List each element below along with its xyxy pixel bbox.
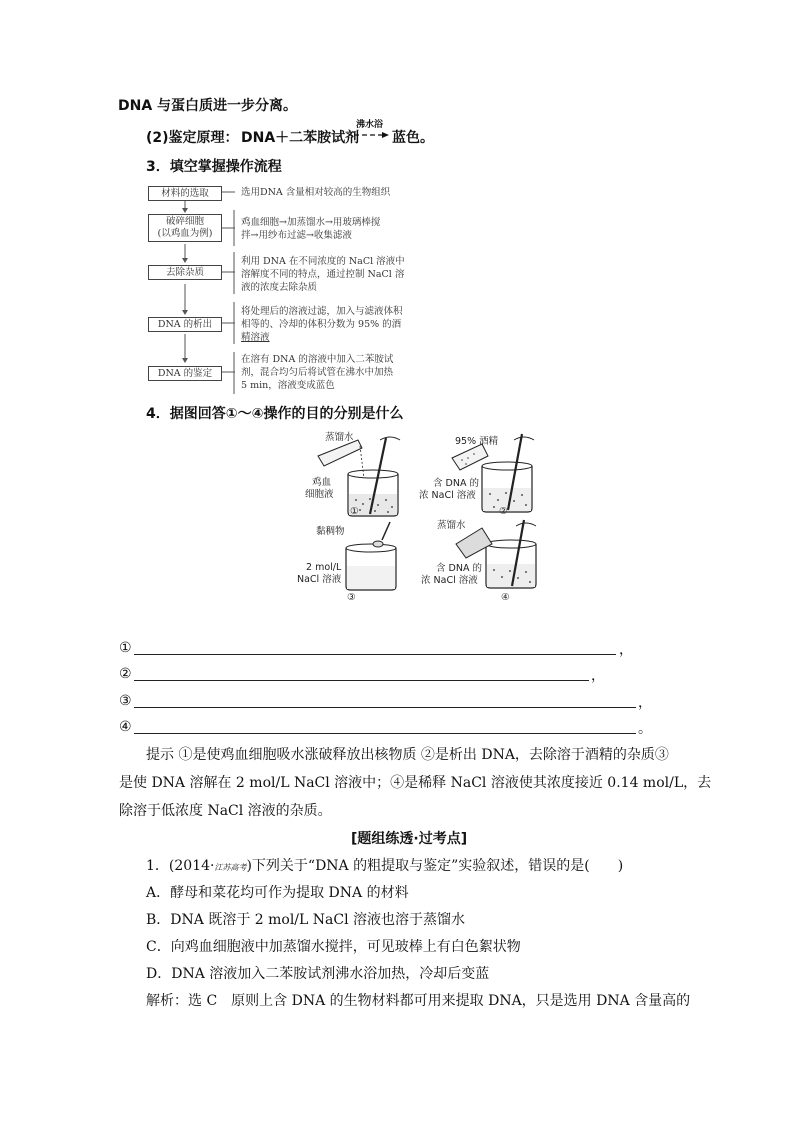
practice-heading: [题组练透·过考点] <box>351 831 468 847</box>
flow-box-dna-identification <box>148 366 222 381</box>
question-year: (2014· <box>168 858 215 874</box>
section4-title: 4．据图回答①～④操作的目的分别是什么 <box>146 406 404 422</box>
fig4-number: ④ <box>501 592 510 603</box>
analysis-text: 解析：选 C 原则上含 DNA 的生物材料都可用来提取 DNA，只是选用 DNA 含量高的 <box>146 993 691 1009</box>
answer-blank-1[interactable] <box>134 654 616 655</box>
answer-blank-2[interactable] <box>134 680 589 681</box>
flow-box-label: DNA 的鉴定 <box>157 367 213 379</box>
fig2-side-label-1: 含 DNA 的 <box>433 478 479 489</box>
blank-end-3: ， <box>638 695 652 711</box>
fig2-number: ② <box>499 506 508 517</box>
flow-box-label: DNA 的析出 <box>157 318 213 330</box>
flow-box-break-cells <box>148 214 222 242</box>
fig4-top-label: 蒸馏水 <box>437 520 466 531</box>
fig4-side-label-2: 浓 NaCl 溶液 <box>421 575 478 586</box>
flow-desc-line: 精溶液 <box>241 332 270 343</box>
fig1-number: ① <box>350 506 359 517</box>
flow-desc-line: 拌→用纱布过滤→收集滤液 <box>241 230 352 241</box>
flow-box-remove-impurities <box>148 265 222 280</box>
flow-brackets <box>232 186 238 396</box>
flow-desc-material <box>241 186 390 199</box>
flow-box-label: 破碎细胞 <box>165 216 204 227</box>
fig1-top-label: 蒸馏水 <box>325 432 354 443</box>
flow-desc-line: 鸡血细胞→加蒸馏水→用玻璃棒搅 <box>241 217 381 228</box>
principle-condition: 沸水浴 <box>356 120 384 130</box>
blank-end-1: ， <box>619 642 633 658</box>
flow-desc-line: 溶解度不同的特点，通过控制 NaCl 溶 <box>241 269 405 280</box>
fig1-side-label-1: 鸡血 <box>312 477 332 488</box>
flow-box-material <box>148 186 222 201</box>
fig3-side-label-2: NaCl 溶液 <box>297 574 342 585</box>
flow-desc-remove-impurities <box>241 255 405 294</box>
blank-label-3: ③ <box>119 693 132 709</box>
answer-blank-3[interactable] <box>134 707 636 708</box>
fig2-top-label: 95% 酒精 <box>455 436 499 447</box>
option-c[interactable]: C．向鸡血细胞液中加蒸馏水搅拌，可见玻棒上有白色絮状物 <box>146 939 521 955</box>
fig1-side-label-2: 细胞液 <box>305 489 334 500</box>
hint-line-3: 除溶于低浓度 NaCl 溶液的杂质。 <box>119 803 332 819</box>
fig4-side-label-1: 含 DNA 的 <box>436 563 482 574</box>
option-a[interactable]: A．酵母和菜花均可作为提取 DNA 的材料 <box>146 885 409 901</box>
fig3-top-label: 黏稠物 <box>316 526 345 537</box>
flow-desc-dna-identification <box>241 353 393 392</box>
flow-desc-line: 在溶有 DNA 的溶液中加入二苯胺试 <box>241 354 394 365</box>
flow-desc-break-cells <box>241 216 380 242</box>
flow-desc-dna-precipitation <box>241 305 403 344</box>
principle-reaction: DNA＋二苯胺试剂 <box>241 130 360 146</box>
flow-box-dna-precipitation <box>148 317 222 332</box>
flow-desc-line: 将处理后的溶液过滤，加入与滤液体积 <box>241 306 403 317</box>
hint-line-1: 提示 ①是使鸡血细胞吸水涨破释放出核物质 ②是析出 DNA，去除溶于酒精的杂质③ <box>146 747 669 763</box>
flow-box-label: 材料的选取 <box>161 187 209 199</box>
option-d[interactable]: D．DNA 溶液加入二苯胺试剂沸水浴加热，冷却后变蓝 <box>146 966 490 982</box>
flow-desc-line: 选用DNA 含量相对较高的生物组织 <box>241 187 391 198</box>
blank-label-2: ② <box>119 666 132 682</box>
flow-box-sublabel: (以鸡血为例) <box>157 228 213 239</box>
fig2-side-label-2: 浓 NaCl 溶液 <box>419 490 476 501</box>
blank-label-1: ① <box>119 640 132 656</box>
blank-end-4: 。 <box>638 721 652 737</box>
beaker-figure-1 <box>300 430 412 518</box>
intro-line: DNA 与蛋白质进一步分离。 <box>118 98 298 114</box>
flow-desc-line: 液的浓度去除杂质 <box>241 282 318 293</box>
option-b[interactable]: B．DNA 既溶于 2 mol/L NaCl 溶液也溶于蒸馏水 <box>146 912 466 928</box>
flow-box-label: 去除杂质 <box>165 266 204 278</box>
principle-result: 蓝色。 <box>392 130 434 146</box>
blank-end-2: ， <box>591 668 605 684</box>
reaction-arrow <box>352 131 390 139</box>
section3-title: 3．填空掌握操作流程 <box>146 159 282 175</box>
flow-desc-line: 5 min，溶液变成蓝色 <box>241 380 335 391</box>
flow-desc-line: 相等的、冷却的体积分数为 95% 的酒 <box>241 319 402 330</box>
answer-blank-4[interactable] <box>134 733 636 734</box>
fig3-number: ③ <box>347 592 356 603</box>
principle-label: (2)鉴定原理： <box>146 130 239 146</box>
question-number: 1． <box>146 858 169 874</box>
question-text: )下列关于“DNA 的粗提取与鉴定”实验叙述，错误的是( ) <box>246 858 624 874</box>
blank-label-4: ④ <box>119 719 132 735</box>
flow-desc-line: 剂，混合均匀后将试管在沸水中加热 <box>241 367 394 378</box>
hint-line-2: 是使 DNA 溶解在 2 mol/L NaCl 溶液中；④是稀释 NaCl 溶液使其浓度接近 0.14 mol/L，去 <box>119 775 712 791</box>
fig3-side-label-1: 2 mol/L <box>306 562 342 573</box>
question-source: 江苏高考 <box>214 863 247 872</box>
flow-desc-line: 利用 DNA 在不同浓度的 NaCl 溶液中 <box>241 256 405 267</box>
question-1 <box>146 856 623 878</box>
